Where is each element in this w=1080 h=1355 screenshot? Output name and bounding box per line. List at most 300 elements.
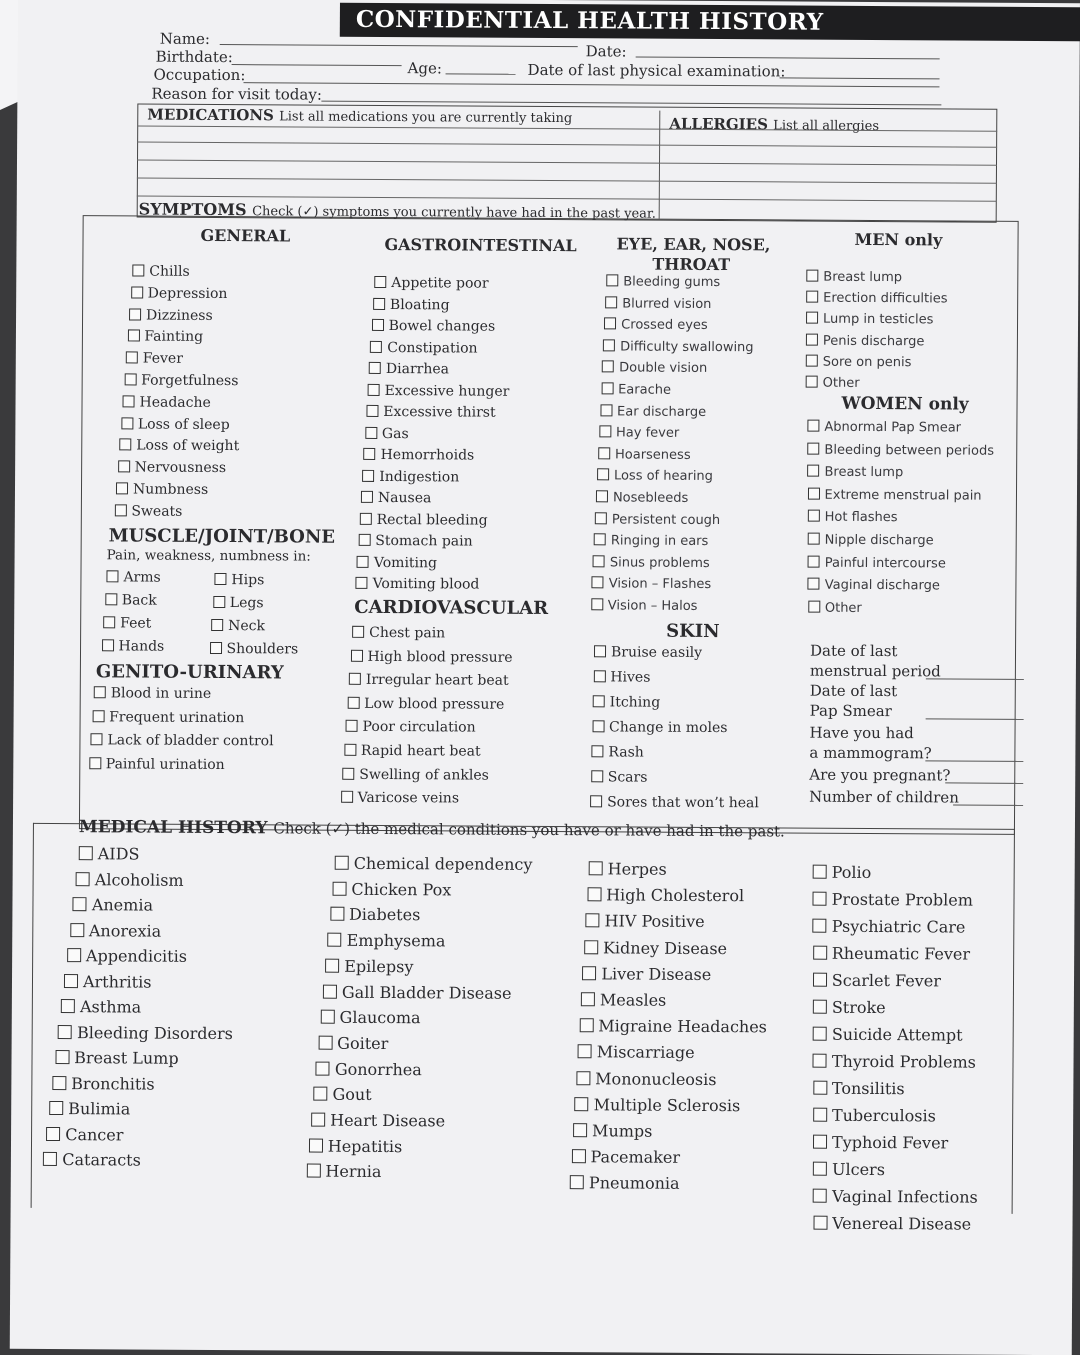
checkbox-square[interactable] — [592, 720, 604, 732]
checkbox-hernia[interactable] — [306, 1163, 381, 1181]
checkbox-dizziness[interactable] — [129, 307, 213, 324]
checkbox-square[interactable] — [594, 645, 606, 657]
checkbox-square[interactable] — [116, 482, 128, 494]
checkbox-pacemaker[interactable] — [571, 1148, 680, 1167]
checkbox-change-in-moles[interactable] — [592, 719, 727, 736]
checkbox-square[interactable] — [570, 1176, 584, 1190]
checkbox-square[interactable] — [602, 361, 614, 373]
checkbox-square[interactable] — [808, 555, 820, 567]
checkbox-square[interactable] — [374, 276, 386, 288]
checkbox-square[interactable] — [813, 1108, 827, 1122]
checkbox-square[interactable] — [373, 297, 385, 309]
cardiovascular-heading: CARDIOVASCULAR — [354, 596, 549, 620]
checkbox-square[interactable] — [102, 639, 114, 651]
checkbox-label: Epilepsy — [344, 956, 414, 976]
checkbox-ulcers[interactable] — [813, 1161, 885, 1179]
checkbox-square[interactable] — [129, 308, 141, 320]
checkbox-fever[interactable] — [126, 351, 183, 367]
checkbox-varicose-veins[interactable] — [341, 790, 460, 807]
checkbox-square[interactable] — [808, 533, 820, 545]
checkbox-square[interactable] — [349, 673, 361, 685]
checkbox-loss-of-hearing[interactable] — [597, 469, 713, 486]
checkbox-painful-intercourse[interactable] — [808, 555, 946, 572]
checkbox-blurred-vision[interactable] — [605, 296, 711, 313]
checkbox-square[interactable] — [606, 274, 618, 286]
checkbox-label: Hay fever — [615, 425, 680, 441]
last-physical-field[interactable] — [780, 77, 940, 79]
checkbox-square[interactable] — [813, 865, 827, 879]
checkbox-square[interactable] — [211, 619, 223, 631]
checkbox-square[interactable] — [94, 686, 106, 698]
checkbox-stroke[interactable] — [813, 999, 886, 1017]
checkbox-square[interactable] — [581, 992, 595, 1006]
checkbox-bleeding-disorders[interactable] — [58, 1024, 233, 1043]
checkbox-feet[interactable] — [103, 615, 151, 631]
checkbox-itching[interactable] — [593, 694, 661, 710]
checkbox-square[interactable] — [806, 354, 818, 366]
checkbox-square[interactable] — [330, 907, 344, 921]
checkbox-square[interactable] — [813, 946, 827, 960]
checkbox-label: Swelling of ankles — [359, 766, 489, 784]
checkbox-gout[interactable] — [313, 1086, 371, 1104]
checkbox-square[interactable] — [313, 1087, 327, 1101]
checkbox-rheumatic-fever[interactable] — [813, 945, 970, 964]
checkbox-label: Breast lump — [823, 269, 903, 286]
checkbox-sores-that-won-t-heal[interactable] — [590, 794, 759, 811]
checkbox-other[interactable] — [808, 600, 862, 616]
checkbox-square[interactable] — [64, 974, 78, 988]
checkbox-square[interactable] — [350, 649, 362, 661]
checkbox-label: Bulimia — [68, 1099, 131, 1119]
checkbox-square[interactable] — [813, 1000, 827, 1014]
checkbox-square[interactable] — [369, 362, 381, 374]
checkbox-square[interactable] — [214, 573, 226, 585]
checkbox-square[interactable] — [306, 1164, 320, 1178]
checkbox-square[interactable] — [342, 767, 354, 779]
checkbox-polio[interactable] — [813, 864, 872, 882]
checkbox-numbness[interactable] — [116, 481, 208, 498]
checkbox-label: Shoulders — [226, 641, 299, 658]
checkbox-square[interactable] — [67, 948, 81, 962]
birthdate-field[interactable] — [232, 64, 402, 66]
checkbox-square[interactable] — [46, 1126, 60, 1140]
checkbox-square[interactable] — [328, 933, 342, 947]
checkbox-cataracts[interactable] — [43, 1151, 141, 1170]
checkbox-square[interactable] — [813, 1189, 827, 1203]
checkbox-square[interactable] — [79, 846, 93, 860]
checkbox-vision-flashes[interactable] — [592, 577, 712, 594]
checkbox-square[interactable] — [600, 404, 612, 416]
checkbox-square[interactable] — [357, 555, 369, 567]
checkbox-liver-disease[interactable] — [582, 965, 711, 984]
checkbox-hives[interactable] — [593, 669, 650, 685]
checkbox-bloating[interactable] — [373, 296, 450, 312]
checkbox-square[interactable] — [582, 966, 596, 980]
checkbox-label: Bowel changes — [388, 318, 496, 335]
checkbox-square[interactable] — [347, 697, 359, 709]
checkbox-vaginal-infections[interactable] — [813, 1188, 978, 1207]
checkbox-square[interactable] — [813, 1216, 827, 1230]
checkbox-persistent-cough[interactable] — [595, 512, 720, 529]
checkbox-alcoholism[interactable] — [76, 871, 184, 890]
checkbox-breast-lump[interactable] — [806, 270, 902, 287]
checkbox-appendicitis[interactable] — [67, 947, 187, 966]
checkbox-crossed-eyes[interactable] — [604, 318, 708, 335]
checkbox-chills[interactable] — [132, 263, 189, 279]
checkbox-hiv-positive[interactable] — [586, 913, 705, 932]
occupation-field[interactable] — [243, 82, 939, 87]
checkbox-square[interactable] — [603, 339, 615, 351]
checkbox-square[interactable] — [366, 405, 378, 417]
checkbox-square[interactable] — [591, 745, 603, 757]
checkbox-square[interactable] — [605, 296, 617, 308]
checkbox-other[interactable] — [806, 376, 860, 392]
checkbox-depression[interactable] — [131, 285, 228, 302]
checkbox-square[interactable] — [597, 469, 609, 481]
women-question-text: Are you pregnant? — [809, 765, 951, 785]
checkbox-square[interactable] — [73, 897, 87, 911]
checkbox-square[interactable] — [361, 491, 373, 503]
checkbox-breast-lump[interactable] — [807, 465, 903, 482]
checkbox-migraine-headaches[interactable] — [579, 1017, 767, 1036]
checkbox-heart-disease[interactable] — [311, 1112, 445, 1131]
checkbox-square[interactable] — [813, 973, 827, 987]
checkbox-high-cholesterol[interactable] — [587, 886, 744, 905]
checkbox-glaucoma[interactable] — [321, 1009, 421, 1028]
checkbox-square[interactable] — [61, 999, 75, 1013]
checkbox-square[interactable] — [318, 1036, 332, 1050]
checkbox-square[interactable] — [309, 1138, 323, 1152]
checkbox-asthma[interactable] — [61, 998, 141, 1016]
checkbox-arms[interactable] — [106, 569, 160, 585]
checkbox-headache[interactable] — [122, 394, 210, 411]
checkbox-square[interactable] — [578, 1045, 592, 1059]
checkbox-nipple-discharge[interactable] — [808, 533, 934, 550]
checkbox-square[interactable] — [587, 887, 601, 901]
checkbox-kidney-disease[interactable] — [584, 939, 727, 958]
checkbox-sweats[interactable] — [114, 503, 182, 519]
muscle-joint-bone-heading: MUSCLE/JOINT/BONE — [108, 525, 336, 548]
checkbox-diarrhea[interactable] — [369, 361, 449, 377]
checkbox-double-vision[interactable] — [602, 361, 707, 378]
checkbox-square[interactable] — [119, 439, 131, 451]
checkbox-square[interactable] — [114, 504, 126, 516]
checkbox-square[interactable] — [806, 291, 818, 303]
checkbox-epilepsy[interactable] — [325, 957, 413, 976]
checkbox-square[interactable] — [571, 1149, 585, 1163]
checkbox-earache[interactable] — [601, 382, 671, 398]
checkbox-label: Cataracts — [62, 1150, 141, 1170]
checkbox-shoulders[interactable] — [209, 641, 298, 658]
checkbox-loss-of-sleep[interactable] — [121, 416, 230, 433]
checkbox-excessive-thirst[interactable] — [366, 404, 495, 421]
checkbox-square[interactable] — [813, 1162, 827, 1176]
checkbox-square[interactable] — [589, 861, 603, 875]
checkbox-high-blood-pressure[interactable] — [350, 648, 512, 665]
checkbox-prostate-problem[interactable] — [813, 891, 973, 910]
checkbox-square[interactable] — [209, 642, 221, 654]
checkbox-swelling-of-ankles[interactable] — [342, 766, 489, 783]
checkbox-bulimia[interactable] — [49, 1100, 130, 1118]
checkbox-square[interactable] — [813, 1135, 827, 1149]
checkbox-square[interactable] — [362, 469, 374, 481]
checkbox-legs[interactable] — [213, 595, 264, 611]
checkbox-square[interactable] — [76, 872, 90, 886]
checkbox-poor-circulation[interactable] — [346, 719, 476, 736]
checkbox-rectal-bleeding[interactable] — [360, 511, 488, 528]
checkbox-psychiatric-care[interactable] — [813, 918, 966, 937]
checkbox-square[interactable] — [105, 593, 117, 605]
checkbox-typhoid-fever[interactable] — [813, 1134, 948, 1153]
checkbox-blood-in-urine[interactable] — [94, 685, 212, 702]
checkbox-abnormal-pap-smear[interactable] — [807, 420, 961, 437]
checkbox-miscarriage[interactable] — [578, 1044, 695, 1063]
checkbox-breast-lump[interactable] — [55, 1049, 179, 1068]
checkbox-penis-discharge[interactable] — [806, 333, 925, 350]
checkbox-loss-of-weight[interactable] — [119, 438, 239, 455]
checkbox-ear-discharge[interactable] — [600, 404, 706, 421]
checkbox-tonsilitis[interactable] — [813, 1080, 905, 1099]
checkbox-square[interactable] — [52, 1075, 66, 1089]
checkbox-square[interactable] — [579, 1018, 593, 1032]
checkbox-sore-on-penis[interactable] — [806, 354, 912, 371]
checkbox-back[interactable] — [105, 592, 157, 608]
checkbox-hepatitis[interactable] — [309, 1137, 403, 1156]
checkbox-goiter[interactable] — [318, 1035, 388, 1053]
checkbox-square[interactable] — [370, 340, 382, 352]
checkbox-neck[interactable] — [211, 618, 265, 634]
checkbox-square[interactable] — [596, 490, 608, 502]
checkbox-square[interactable] — [365, 426, 377, 438]
checkbox-square[interactable] — [332, 881, 346, 895]
checkbox-bleeding-between-periods[interactable] — [807, 442, 994, 459]
checkbox-square[interactable] — [118, 461, 130, 473]
checkbox-square[interactable] — [592, 577, 604, 589]
checkbox-nervousness[interactable] — [118, 460, 227, 477]
checkbox-label: Sinus problems — [609, 555, 710, 571]
checkbox-square[interactable] — [131, 286, 143, 298]
checkbox-square[interactable] — [806, 312, 818, 324]
checkbox-rapid-heart-beat[interactable] — [344, 743, 481, 760]
checkbox-square[interactable] — [335, 856, 349, 870]
checkbox-square[interactable] — [806, 376, 818, 388]
checkbox-square[interactable] — [591, 770, 603, 782]
checkbox-lump-in-testicles[interactable] — [806, 312, 934, 329]
checkbox-square[interactable] — [213, 596, 225, 608]
checkbox-tuberculosis[interactable] — [813, 1107, 936, 1126]
checkbox-square[interactable] — [368, 383, 380, 395]
checkbox-square[interactable] — [341, 791, 353, 803]
checkbox-label: Itching — [609, 694, 661, 711]
checkbox-bleeding-gums[interactable] — [606, 274, 720, 291]
checkbox-square[interactable] — [604, 318, 616, 330]
checkbox-scars[interactable] — [591, 769, 648, 785]
checkbox-square[interactable] — [584, 940, 598, 954]
checkbox-gonorrhea[interactable] — [316, 1060, 422, 1079]
checkbox-square[interactable] — [813, 919, 827, 933]
checkbox-square[interactable] — [372, 319, 384, 331]
checkbox-square[interactable] — [126, 352, 138, 364]
checkbox-square[interactable] — [55, 1050, 69, 1064]
age-field[interactable] — [446, 73, 516, 74]
checkbox-bowel-changes[interactable] — [372, 318, 496, 335]
checkbox-label: Scars — [607, 769, 648, 786]
checkbox-extreme-menstrual-pain[interactable] — [808, 487, 982, 504]
date-field[interactable] — [636, 57, 940, 60]
checkbox-hemorrhoids[interactable] — [364, 447, 475, 464]
checkbox-square[interactable] — [601, 382, 613, 394]
checkbox-frequent-urination[interactable] — [92, 709, 244, 726]
checkbox-square[interactable] — [586, 914, 600, 928]
checkbox-square[interactable] — [364, 448, 376, 460]
checkbox-square[interactable] — [808, 600, 820, 612]
checkbox-square[interactable] — [808, 487, 820, 499]
checkbox-bronchitis[interactable] — [52, 1074, 155, 1093]
checkbox-fainting[interactable] — [127, 329, 203, 345]
name-field[interactable] — [220, 44, 578, 47]
checkbox-bruise-easily[interactable] — [594, 644, 702, 661]
checkbox-square[interactable] — [807, 465, 819, 477]
checkbox-anemia[interactable] — [73, 896, 153, 914]
checkbox-square[interactable] — [576, 1071, 590, 1085]
checkbox-square[interactable] — [575, 1097, 589, 1111]
checkbox-chicken-pox[interactable] — [332, 880, 451, 899]
checkbox-square[interactable] — [356, 577, 368, 589]
checkbox-square[interactable] — [593, 695, 605, 707]
checkbox-excessive-hunger[interactable] — [368, 382, 510, 399]
checkbox-label: Typhoid Fever — [831, 1132, 949, 1153]
checkbox-square[interactable] — [103, 616, 115, 628]
checkbox-nausea[interactable] — [361, 490, 432, 506]
checkbox-forgetfulness[interactable] — [124, 372, 238, 389]
checkbox-pneumonia[interactable] — [570, 1175, 680, 1194]
checkbox-square[interactable] — [808, 578, 820, 590]
checkbox-hands[interactable] — [101, 638, 164, 654]
checkbox-square[interactable] — [311, 1113, 325, 1127]
checkbox-hips[interactable] — [214, 572, 264, 588]
checkbox-constipation[interactable] — [370, 339, 477, 356]
checkbox-square[interactable] — [58, 1025, 72, 1039]
checkbox-herpes[interactable] — [589, 860, 667, 878]
checkbox-vaginal-discharge[interactable] — [808, 578, 940, 595]
checkbox-erection-difficulties[interactable] — [806, 291, 947, 308]
checkbox-square[interactable] — [323, 984, 337, 998]
checkbox-square[interactable] — [123, 395, 135, 407]
checkbox-square[interactable] — [132, 264, 144, 276]
checkbox-hoarseness[interactable] — [598, 447, 691, 464]
checkbox-mumps[interactable] — [573, 1122, 652, 1140]
checkbox-square[interactable] — [808, 510, 820, 522]
checkbox-square[interactable] — [127, 330, 139, 342]
checkbox-multiple-sclerosis[interactable] — [575, 1096, 741, 1115]
checkbox-square[interactable] — [598, 447, 610, 459]
checkbox-square[interactable] — [813, 1027, 827, 1041]
checkbox-square[interactable] — [806, 270, 818, 282]
checkbox-sinus-problems[interactable] — [593, 555, 710, 572]
checkbox-label: Other — [824, 600, 862, 616]
checkbox-square[interactable] — [593, 555, 605, 567]
checkbox-suicide-attempt[interactable] — [813, 1026, 963, 1045]
checkbox-indigestion[interactable] — [362, 468, 459, 485]
checkbox-square[interactable] — [316, 1061, 330, 1075]
checkbox-stomach-pain[interactable] — [358, 533, 472, 550]
checkbox-chemical-dependency[interactable] — [335, 855, 533, 874]
checkbox-square[interactable] — [590, 795, 602, 807]
symptoms-heading: SYMPTOMS Check (✓) symptoms you currently have had in the past year. — [138, 199, 656, 222]
checkbox-square[interactable] — [595, 512, 607, 524]
checkbox-rash[interactable] — [591, 744, 644, 760]
checkbox-low-blood-pressure[interactable] — [347, 696, 504, 713]
checkbox-square[interactable] — [813, 1054, 827, 1068]
checkbox-square[interactable] — [124, 373, 136, 385]
checkbox-square[interactable] — [358, 534, 370, 546]
checkbox-square[interactable] — [807, 420, 819, 432]
checkbox-scarlet-fever[interactable] — [813, 972, 941, 991]
checkbox-square[interactable] — [346, 720, 358, 732]
checkbox-anorexia[interactable] — [70, 922, 161, 941]
checkbox-hay-fever[interactable] — [599, 426, 679, 442]
checkbox-square[interactable] — [106, 570, 118, 582]
checkbox-square[interactable] — [599, 426, 611, 438]
checkbox-square[interactable] — [813, 892, 827, 906]
checkbox-gall-bladder-disease[interactable] — [323, 983, 512, 1002]
checkbox-square[interactable] — [49, 1101, 63, 1115]
checkbox-measles[interactable] — [581, 991, 667, 1010]
checkbox-vision-halos[interactable] — [591, 598, 698, 615]
checkbox-square[interactable] — [352, 626, 364, 638]
checkbox-vomiting-blood[interactable] — [356, 576, 480, 593]
checkbox-vomiting[interactable] — [357, 554, 437, 570]
checkbox-diabetes[interactable] — [330, 906, 420, 925]
checkbox-difficulty-swallowing[interactable] — [603, 339, 754, 356]
checkbox-square[interactable] — [92, 710, 104, 722]
checkbox-square[interactable] — [591, 598, 603, 610]
health-history-form — [10, 0, 1080, 1355]
checkbox-cancer[interactable] — [46, 1125, 123, 1143]
checkbox-hot-flashes[interactable] — [808, 510, 898, 527]
checkbox-square[interactable] — [813, 1081, 827, 1095]
checkbox-square[interactable] — [121, 417, 133, 429]
checkbox-venereal-disease[interactable] — [813, 1215, 971, 1234]
checkbox-square[interactable] — [43, 1152, 57, 1166]
checkbox-appetite-poor[interactable] — [374, 275, 488, 292]
checkbox-square[interactable] — [90, 733, 102, 745]
checkbox-square[interactable] — [807, 442, 819, 454]
checkbox-square[interactable] — [325, 958, 339, 972]
checkbox-aids[interactable] — [79, 845, 140, 863]
checkbox-mononucleosis[interactable] — [576, 1070, 716, 1089]
checkbox-square[interactable] — [321, 1010, 335, 1024]
checkbox-square[interactable] — [360, 512, 372, 524]
checkbox-thyroid-problems[interactable] — [813, 1053, 976, 1072]
checkbox-lack-of-bladder-control[interactable] — [90, 732, 273, 749]
checkbox-irregular-heart-beat[interactable] — [349, 672, 509, 689]
checkbox-square[interactable] — [806, 333, 818, 345]
checkbox-nosebleeds[interactable] — [596, 490, 688, 507]
checkbox-square[interactable] — [593, 670, 605, 682]
checkbox-square[interactable] — [594, 533, 606, 545]
checkbox-square[interactable] — [573, 1123, 587, 1137]
checkbox-arthritis[interactable] — [64, 973, 152, 992]
checkbox-chest-pain[interactable] — [352, 625, 445, 642]
checkbox-square[interactable] — [89, 757, 101, 769]
checkbox-gas[interactable] — [365, 425, 409, 441]
checkbox-square[interactable] — [70, 923, 84, 937]
checkbox-emphysema[interactable] — [328, 932, 446, 951]
checkbox-painful-urination[interactable] — [89, 756, 225, 773]
checkbox-ringing-in-ears[interactable] — [594, 533, 709, 550]
checkbox-square[interactable] — [344, 744, 356, 756]
